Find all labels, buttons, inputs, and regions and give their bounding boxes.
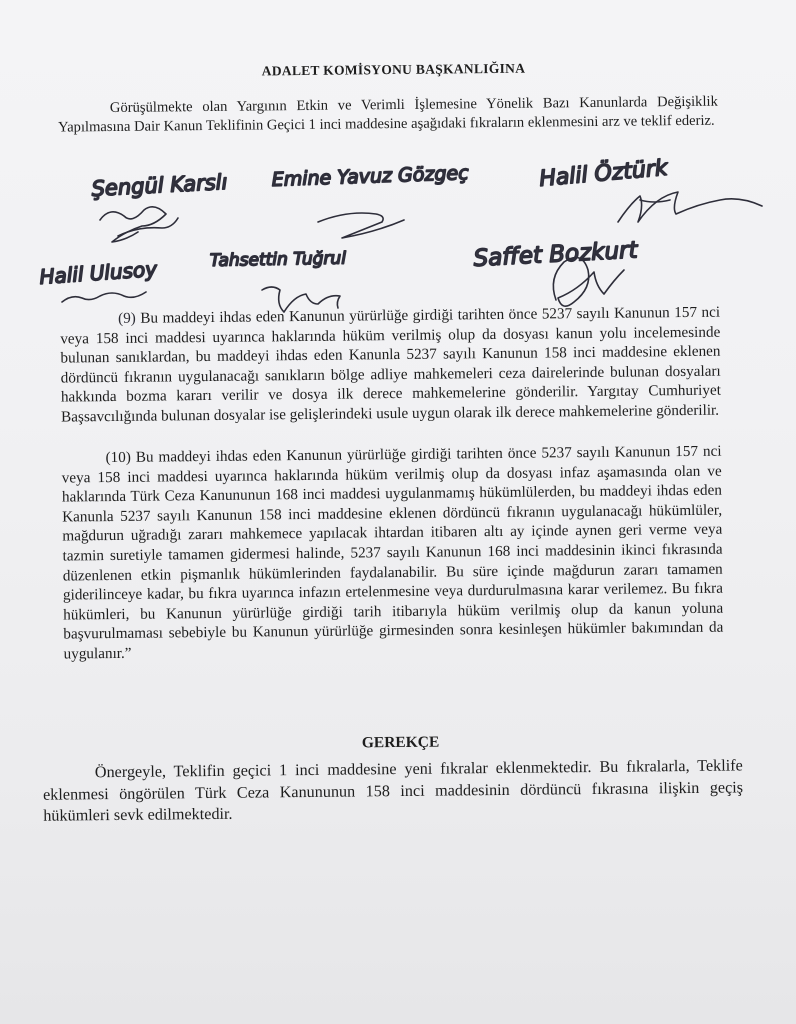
signature-name-sengul: Şengül Karslı	[91, 169, 228, 201]
signature-name-tahsettin: Tahsettin Tuğrul	[209, 248, 347, 271]
paragraph-9	[60, 303, 721, 427]
intro-paragraph: Görüşülmekte olan Yargının Etkin ve Verimli İşlemesine Yönelik Bazı Kanunlarda Değişiklik Yapılmasına Dair Kanun Teklifinin Geçici 1 inci maddesine aşağıdaki fıkraların eklenmesini arz ve teklif ederiz.	[57, 93, 718, 136]
signature-name-saffet: Saffet Bozkurt	[472, 237, 639, 272]
paragraph-9-text: Bu maddeyi ihdas eden Kanunun yürürlüğe girdiği tarihten önce 5237 sayılı Kanunun 157 nci veya 158 inci maddesi uyarınca haklarında hüküm verilmiş olup da dosyası kanun yolu incelemesinde bulunan sanıklardan, bu maddeyi ihdas eden Kanunla 5237 sayılı Kanunun 158 inci maddesine eklenen dördüncü fıkranın uygulanacağı sanıkların bölge adliye mahkemeleri ceza dairelerinde bulunan dosyaları hakkında bozma kararı verilir ve dosya ilk derece mahkemelerine gönderilir. Yargıtay Cumhuriyet Başsavcılığında bulunan dosyalar ise gelişlerindeki usule uygun olarak ilk derece mahkemelerine gönderilir.	[60, 303, 721, 426]
reason-paragraph: Önergeyle, Teklifin geçici 1 inci maddesine yeni fıkralar eklenmektedir. Bu fıkralarla, Teklife eklenmesi öngörülen Türk Ceza Kanununun 158 inci maddesinin dördüncü fıkrasına ilişkin geçiş hükümleri sevk edilmektedir.	[42, 756, 744, 825]
signature-name-emine: Emine Yavuz Gözgeç	[271, 162, 469, 191]
signature-name-halil-ulusoy: Halil Ulusoy	[38, 256, 158, 289]
reason-heading: GEREKÇE	[361, 733, 440, 752]
document-title: ADALET KOMİSYONU BAŞKANLIĞINA	[261, 60, 526, 79]
signature-name-halil-ozturk: Halil Öztürk	[538, 155, 669, 192]
paragraph-9-marker: (9)	[117, 309, 136, 327]
paragraph-10: (10) Bu maddeyi ihdas eden Kanunun yürürlüğe girdiği tarihten önce 5237 sayılı Kanunun 157 nci veya 158 inci maddesi uyarınca haklarında hüküm verilmiş olup da dosyası infaz aşamasında olan ve haklarında Türk Ceza Kanununun 168 inci maddesi uygulanmamış hükümlülerden, bu maddeyi ihdas eden Kanunla 5237 sayılı Kanunun 158 inci maddesine eklenen dördüncü fıkranın uygulanacağı hükümlüler, mağdurun uğradığı zararı mahkemece yapılacak ihtardan itibaren altı ay içinde aynen geri verme veya tazmin suretiyle tamamen gidermesi halinde, 5237 sayılı Kanunun 168 inci maddesinin ikinci fıkrasında düzenlenen etkin pişmanlık hükümlerinden faydalanabilir. Bu süre içinde mağdurun zararı tamamen giderilinceye kadar, bu fıkra uyarınca infazın ertelenmesine veya durdurulmasına karar verilemez. Bu fıkra hükümleri, bu Kanunun yürürlüğe girdiği tarih itibarıyla hüküm verilmiş olup da kanun yoluna başvurulmaması sebebiyle bu Kanunun yürürlüğe girmesinden sonra kesinleşen hükümler bakımından da uygulanır.”	[61, 442, 724, 663]
